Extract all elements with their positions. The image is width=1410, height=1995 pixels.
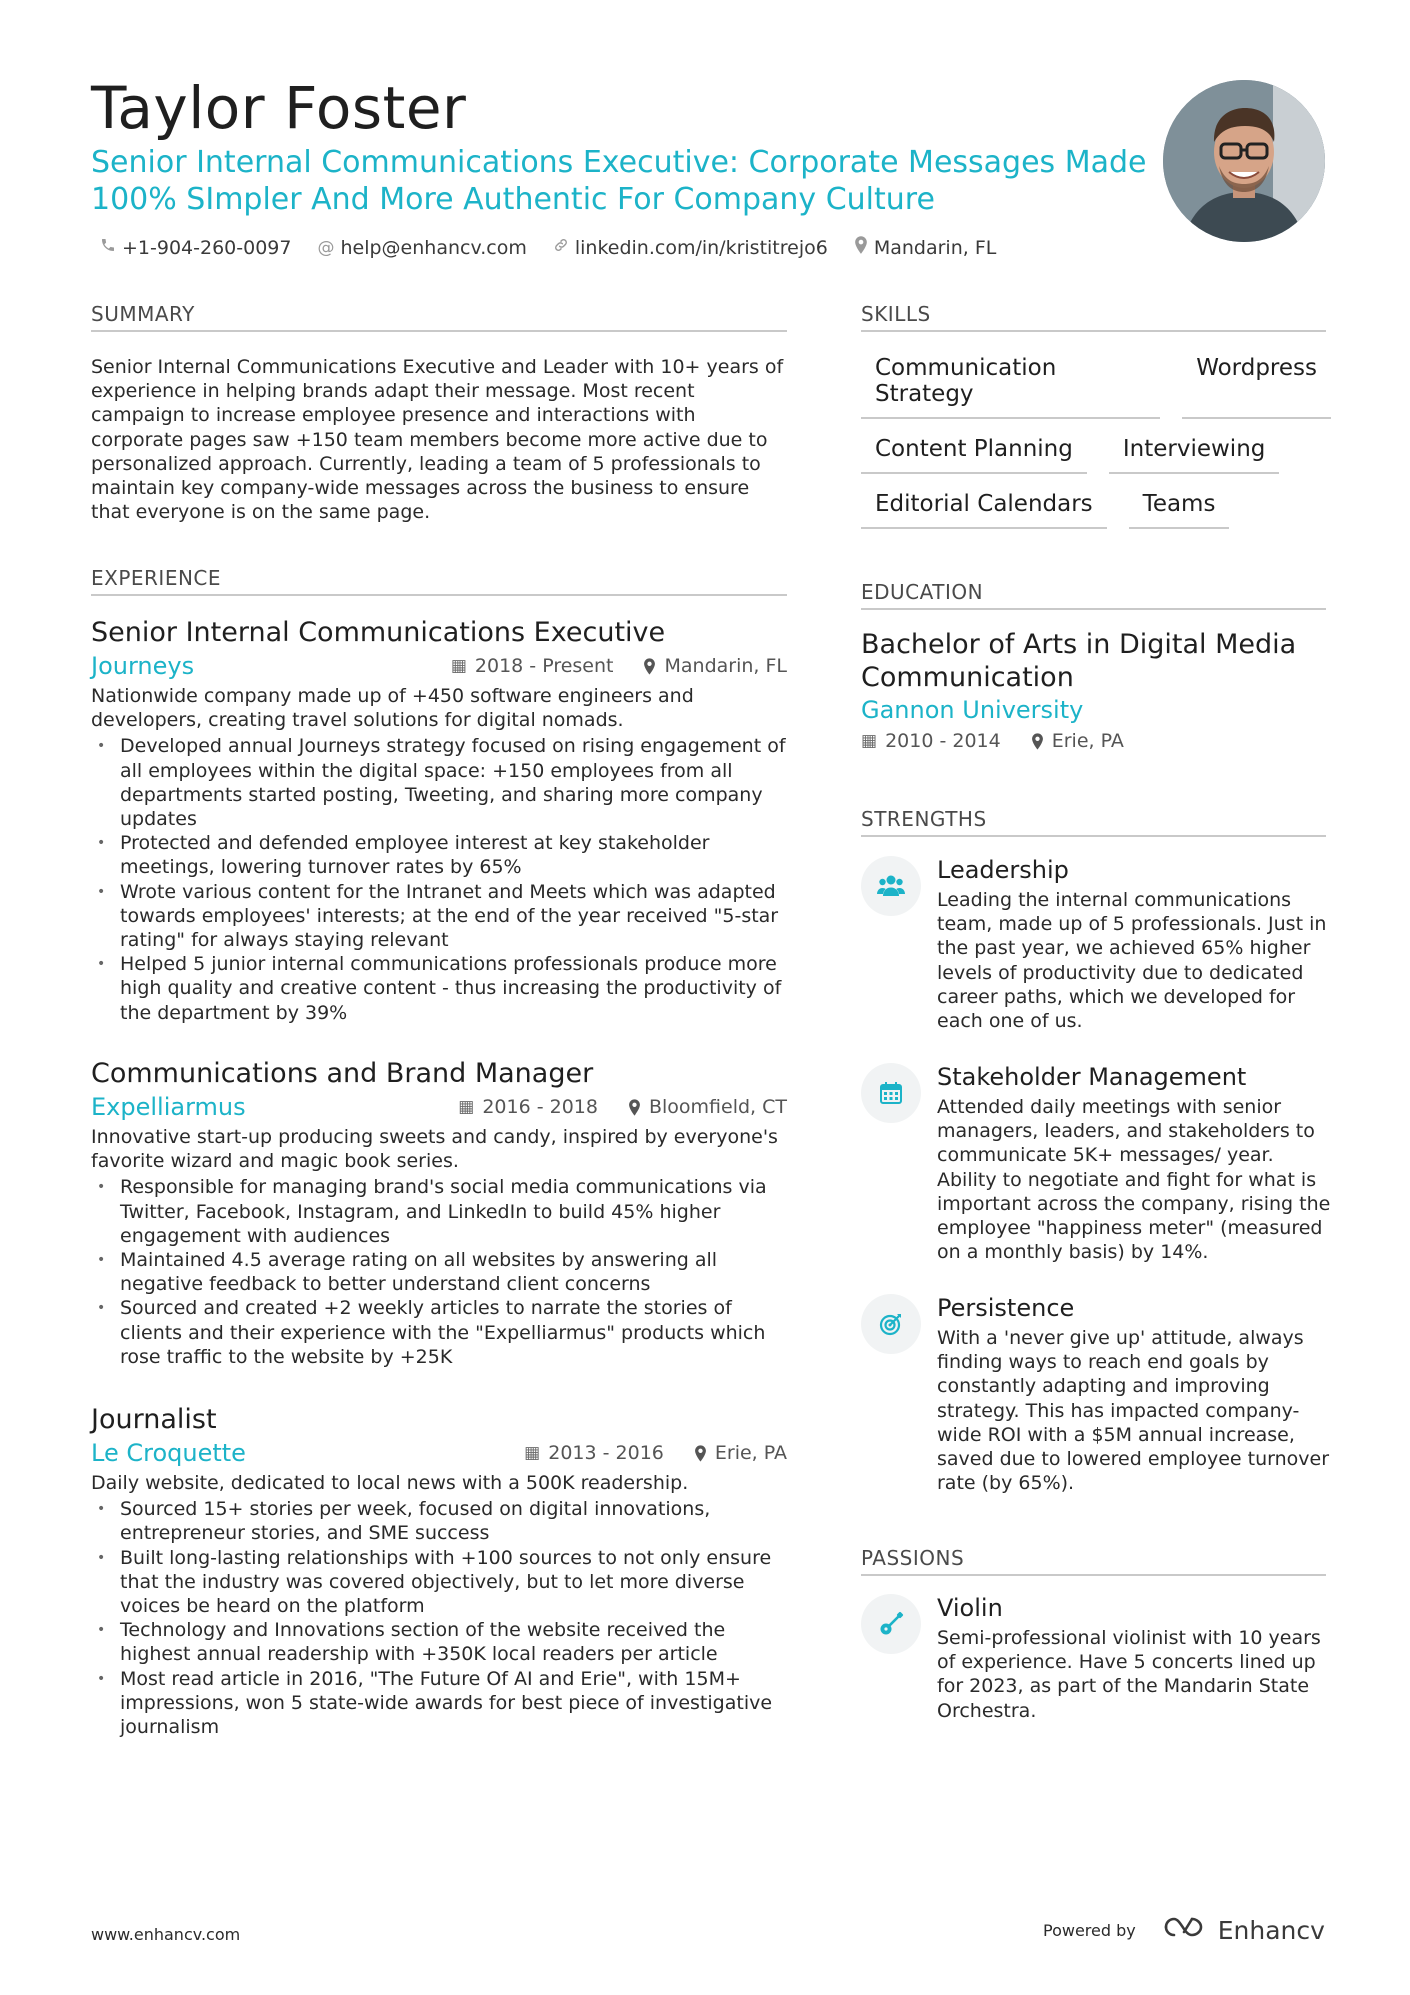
education-dates: ▦ 2010 - 2014 — [861, 730, 1001, 752]
profile-photo — [1163, 80, 1325, 242]
education-location: Erie, PA — [1031, 730, 1124, 752]
strength-text: With a 'never give up' attitude, always finding ways to reach end goals by constantly adapting and improving strategy. This has impacted company-wide ROI with a $5M annual increase, saved due to lowered employee turnover rate (by 65%). — [937, 1327, 1330, 1495]
experience-heading: EXPERIENCE — [91, 566, 787, 596]
location-pin-icon — [643, 658, 656, 675]
passion-text: Semi-professional violinist with 10 years of experience. Have 5 concerts lined up for 2023, as part of the Mandarin State Orchestra. — [937, 1627, 1321, 1722]
contact-phone[interactable] — [100, 237, 291, 259]
company-description: Innovative start-up producing sweets and candy, inspired by everyone's favorite wizard and magic book series. — [91, 1126, 778, 1173]
phone-text: +1-904-260-0097 — [122, 236, 292, 259]
strength-title: Persistence — [937, 1294, 1075, 1322]
location-pin-icon — [628, 1099, 641, 1116]
education-entry — [861, 628, 1326, 752]
location-pin-icon — [1031, 733, 1044, 750]
company-name: Le Croquette — [91, 1439, 246, 1467]
job-entry — [91, 1403, 787, 1739]
skill-tag: Content Planning — [861, 436, 1087, 474]
bullet-item: • Technology and Innovations section of the website received the highest annual readership with +350K local readers per article — [91, 1618, 787, 1666]
summary-heading: SUMMARY — [91, 302, 787, 332]
bullet-item: • Helped 5 junior internal communications professionals produce more high quality and creative content - thus increasing the productivity of the department by 39% — [91, 952, 787, 1025]
phone-icon — [100, 237, 116, 258]
job-title: Journalist — [91, 1404, 217, 1435]
bullet-item: • Responsible for managing brand's social media communications via Twitter, Facebook, Instagram, and LinkedIn to build 45% higher engagement with audiences — [91, 1175, 787, 1248]
job-dates: ▦ 2013 - 2016 — [524, 1442, 664, 1464]
linkedin-text: linkedin.com/in/kristitrejo6 — [574, 236, 828, 259]
skills-heading: SKILLS — [861, 302, 1326, 332]
contact-location — [854, 236, 997, 259]
contact-bar — [100, 236, 996, 259]
skill-tag: Communication Strategy — [861, 355, 1160, 419]
location-pin-icon — [854, 236, 868, 259]
calendar-icon: ▦ — [861, 731, 878, 751]
contact-email[interactable] — [317, 237, 526, 259]
job-location: Mandarin, FL — [643, 655, 787, 677]
calendar-icon: ▦ — [458, 1097, 475, 1117]
calendar-icon: ▦ — [524, 1443, 541, 1463]
summary-text: Senior Internal Communications Executive and Leader with 10+ years of experience in helping brands adapt their message. Most recent campaign to increase employee presence and interactions with corporate pages saw +150 team members become more active due to personalized approach. Currently, leading a team of 5 professionals to maintain key company-wide messages across the business to ensure that everyone is on the same page. — [91, 356, 784, 524]
target-icon — [861, 1294, 921, 1354]
job-bullets — [91, 1175, 787, 1369]
passion-item — [861, 1594, 1331, 1723]
job-dates: ▦ 2016 - 2018 — [458, 1096, 598, 1118]
job-entry — [91, 1057, 787, 1369]
bullet-item: • Most read article in 2016, "The Future Of AI and Erie", with 15M+ impressions, won 5 state-wide awards for best piece of investigative journalism — [91, 1667, 787, 1740]
strengths-heading: STRENGTHS — [861, 807, 1326, 837]
guitar-icon — [861, 1594, 921, 1654]
job-title: Senior Internal Communications Executive — [91, 617, 666, 648]
job-title: Communications and Brand Manager — [91, 1058, 594, 1089]
passion-title: Violin — [937, 1594, 1003, 1622]
skill-tag: Editorial Calendars — [861, 491, 1107, 529]
bullet-item: • Developed annual Journeys strategy focused on rising engagement of all employees within the digital space: +150 employees from all departments started posting, Tweeting, and sharing more company updates — [91, 734, 787, 831]
degree-title: Bachelor of Arts in Digital Media Communication — [861, 629, 1297, 693]
candidate-name: Taylor Foster — [91, 74, 467, 142]
footer-website[interactable]: www.enhancv.com — [91, 1925, 241, 1944]
strength-title: Leadership — [937, 856, 1069, 884]
job-bullets — [91, 1497, 787, 1739]
company-name: Journeys — [91, 652, 195, 680]
company-description: Daily website, dedicated to local news with a 500K readership. — [91, 1472, 689, 1494]
job-dates: ▦ 2018 - Present — [450, 655, 614, 677]
school-name: Gannon University — [861, 696, 1084, 724]
users-icon — [861, 856, 921, 916]
bullet-item: • Sourced 15+ stories per week, focused on digital innovations, entrepreneur stories, and SME success — [91, 1497, 787, 1545]
location-pin-icon — [694, 1445, 707, 1462]
strength-title: Stakeholder Management — [937, 1063, 1247, 1091]
bullet-item: • Wrote various content for the Intranet and Meets which was adapted towards employees' interests; at the end of the year received "5-star rating" for always staying relevant — [91, 880, 787, 953]
job-entry — [91, 616, 787, 1025]
infinity-icon — [1162, 1915, 1210, 1945]
passions-heading: PASSIONS — [861, 1546, 1326, 1576]
bullet-item: • Sourced and created +2 weekly articles to narrate the stories of clients and their experience with the "Expelliarmus" products which rose traffic to the website by +25K — [91, 1296, 787, 1369]
link-icon — [553, 237, 569, 258]
contact-linkedin[interactable] — [553, 237, 828, 259]
bullet-item: • Built long-lasting relationships with +100 sources to not only ensure that the industry was covered objectively, but to let more diverse voices be heard on the platform — [91, 1546, 787, 1619]
email-text: help@enhancv.com — [340, 236, 527, 259]
education-heading: EDUCATION — [861, 580, 1326, 610]
candidate-headline: Senior Internal Communications Executive: Corporate Messages Made 100% SImpler And More Authentic For Company Culture — [91, 145, 1147, 217]
strength-text: Leading the internal communications team, made up of 5 professionals. Just in the past year, we achieved 65% higher levels of productivity due to dedicated career paths, which we developed for each one of us. — [937, 889, 1327, 1033]
bullet-item: • Protected and defended employee interest at key stakeholder meetings, lowering turnover rates by 65% — [91, 831, 787, 879]
job-location: Bloomfield, CT — [628, 1096, 787, 1118]
strength-item — [861, 1063, 1331, 1264]
calendar-icon — [861, 1063, 921, 1123]
calendar-icon: ▦ — [450, 656, 467, 676]
location-text: Mandarin, FL — [873, 236, 997, 259]
company-description: Nationwide company made up of +450 software engineers and developers, creating travel solutions for digital nomads. — [91, 685, 694, 732]
strength-item — [861, 856, 1331, 1033]
company-name: Expelliarmus — [91, 1093, 246, 1121]
skill-tag: Wordpress — [1182, 355, 1331, 419]
strength-item — [861, 1294, 1331, 1495]
at-icon: @ — [317, 237, 335, 258]
skill-tag: Teams — [1129, 491, 1230, 529]
job-location: Erie, PA — [694, 1442, 787, 1464]
brand-logo[interactable] — [1162, 1915, 1325, 1945]
powered-by-label: Powered by — [1043, 1920, 1136, 1940]
strength-text: Attended daily meetings with senior managers, leaders, and stakeholders to communicate 5K+ messages/ year. Ability to negotiate and fight for what is important across the company, rising the employee "happiness meter" (measured on a monthly basis) by 14%. — [937, 1096, 1331, 1264]
job-bullets — [91, 734, 787, 1024]
footer-branding — [1043, 1915, 1325, 1945]
brand-name: Enhancv — [1217, 1915, 1325, 1945]
skill-tag: Interviewing — [1109, 436, 1280, 474]
skills-list — [861, 355, 1331, 546]
bullet-item: • Maintained 4.5 average rating on all websites by answering all negative feedback to better understand client concerns — [91, 1248, 787, 1296]
